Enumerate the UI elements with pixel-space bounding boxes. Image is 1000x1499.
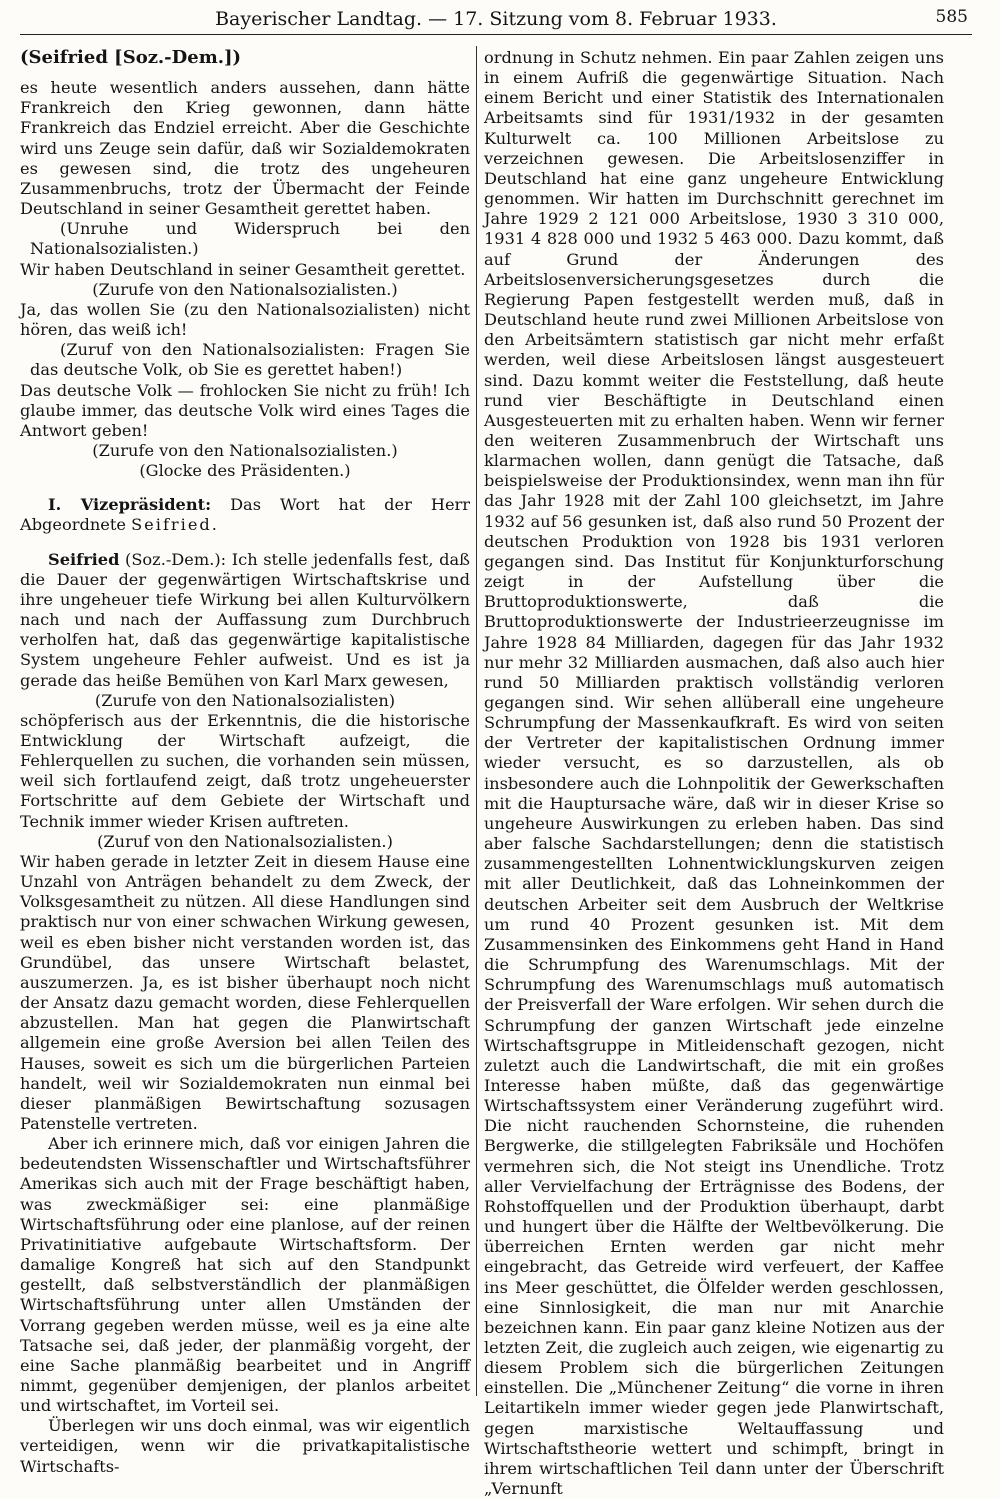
paragraph: Überlegen wir uns doch einmal, was wir eigentlich verteidigen, wenn wir die privatkapitalistische Wirtschafts- (20, 1416, 470, 1476)
paragraph: schöpferisch aus der Erkenntnis, die die historische Entwicklung der Wirtschaft aufzeigt, die Fehlerquellen zu suchen, die vorhanden sein müssen, weil sich fortlaufend zeigt, daß trotz ungeheuerster Fortschritte auf dem Gebiete der Wirtschaft und Technik immer wieder Krisen auftreten. (20, 710, 470, 831)
interjection: (Zuruf von den Nationalsozialisten: Fragen Sie das deutsche Volk, ob Sie es gerettet haben!) (30, 340, 470, 380)
paragraph: Das deutsche Volk — frohlocken Sie nicht zu früh! Ich glaube immer, das deutsche Volk wird eines Tages die Antwort geben! (20, 380, 470, 440)
continued-speaker-label: (Seifried [Soz.-Dem.]) (20, 47, 242, 68)
right-column (484, 48, 944, 1499)
paragraph: es heute wesentlich anders aussehen, dann hätte Frankreich den Krieg gewonnen, dann hätte Frankreich das Endziel erreicht. Aber die Geschichte wird uns Zeuge sein dafür, daß wir Sozialdemokraten es gewesen sind, die trotz des ungeheuren Zusammenbruchs, trotz der Übermacht der Feinde Deutschland in seiner Gesamtheit gerettet haben. (20, 78, 470, 219)
speaker-turn-seifried (20, 550, 470, 691)
interjection: (Zurufe von den Nationalsozialisten.) (92, 279, 398, 299)
speech-text: Ich stelle jedenfalls fest, daß die Dauer der gegenwärtigen Wirtschaftskrise und ihre ungeheuer tiefe Wirkung bei allen Kulturvölkern nach und nach der Auffassung zum Durchbruch verholfen hat, daß das gegenwärtige kapitalistische System ungeheure Fehler aufweist. Und es ist ja gerade das heiße Bemühen von Karl Marx gewesen, (20, 549, 470, 690)
speaker-turn-vice-president (20, 495, 470, 535)
paragraph: Aber ich erinnere mich, daß vor einigen Jahren die bedeutendsten Wissenschaftler und Wirtschaftsführer Amerikas sich auch mit der Frage beschäftigt haben, was zweckmäßiger sei: eine planmäßige Wirtschaftsführung oder eine planlose, auf der reinen Privatinitiative aufgebaute Wirtschaftsform. Der damalige Kongreß hat sich auf den Standpunkt gestellt, daß selbstverständlich der planmäßigen Wirtschaftsführung unter allen Umständen der Vorrang gegeben werden müsse, weil es ja eine alte Tatsache sei, daß jeder, der planmäßig vorgeht, der eine Sache planmäßig bearbeitet und in Angriff nimmt, gegenüber demjenigen, der planlos arbeitet und wirtschaftet, im Vorteil sei. (20, 1134, 470, 1416)
paragraph: Ja, das wollen Sie (zu den Nationalsozialisten) nicht hören, das weiß ich! (20, 299, 470, 340)
page-header (20, 4, 972, 35)
speaker-party: (Soz.-Dem.): (125, 549, 227, 569)
paragraph: ordnung in Schutz nehmen. Ein paar Zahlen zeigen uns in einem Aufriß die gegenwärtige Situation. Nach einem Bericht und einer Statistik des Internationalen Arbeitsamts sind für 1931/1932 in der gesamten Kulturwelt ca. 100 Millionen Arbeitslose zu verzeichnen gewesen. Die Arbeitslosenziffer in Deutschland hat eine ganz ungeheure Entwicklung genommen. Wir hatten im Durchschnitt gerechnet im Jahre 1929 2 121 000 Arbeitslose, 1930 3 310 000, 1931 4 828 000 und 1932 5 463 000. Dazu kommt, daß auf Grund der Änderungen des Arbeitslosenversicherungsgesetzes durch die Regierung Papen festgestellt werden muß, daß in Deutschland heute rund zwei Millionen Arbeitslose von den Arbeitsämtern statistisch gar nicht mehr erfaßt werden, weil diese Arbeitslosen längst ausgesteuert sind. Dazu kommt weiter die Feststellung, daß heute rund vier Beschäftigte in Deutschland einen Ausgesteuerten mit zu erhalten haben. Wenn wir ferner den weiteren Zusammenbruch der Wirtschaft uns klarmachen wollen, dann genügt die Tatsache, daß beispielsweise der Produktionsindex, wenn man ihn für das Jahr 1928 mit der Zahl 100 gleichsetzt, im Jahre 1932 auf 56 gesunken ist, daß also rund 50 Prozent der deutschen Produktion von 1928 bis 1931 verloren gegangen sind. Das Institut für Konjunkturforschung zeigt in der Aufstellung über die Bruttoproduktionswerte, daß die Bruttoproduktionswerte der Industrieerzeugnisse im Jahre 1928 84 Milliarden, dagegen für das Jahr 1932 nur mehr 32 Milliarden ausmachen, daß also auch hier rund 50 Milliarden praktisch vollständig verloren gegangen sind. Wir sehen allüberall eine ungeheure Schrumpfung der Massenkaufkraft. Es wird von seiten der Vertreter der kapitalistischen Ordnung immer wieder versucht, es so darzustellen, als ob insbesondere auch die Lohnpolitik der Gewerkschaften mit die Hauptursache wäre, daß wir in dieser Krise so ungeheure Auswirkungen zu erleben haben. Das sind aber falsche Sachdarstellungen; denn die statistisch zusammengestellten Lohnentwicklungskurven zeigen mit aller Deutlichkeit, daß das Lohneinkommen der deutschen Arbeiter seit dem Ausbruch der Weltkrise um rund 40 Prozent gesunken ist. Mit dem Zusammensinken des Einkommens geht Hand in Hand die Schrumpfung des Warenumschlags. Mit der Schrumpfung des Warenumschlags muß automatisch der Preisverfall der Ware erfolgen. Wir sehen durch die Schrumpfung der ganzen Wirtschaft jede einzelne Wirtschaftsgruppe in Mitleidenschaft gezogen, nicht zuletzt auch die Landwirtschaft, die mit ein großes Interesse haben müßte, daß das gegenwärtige Wirtschaftssystem einer Veränderung zugeführt wird. Die nicht rauchenden Schornsteine, die ruhenden Bergwerke, die stillgelegten Fabriksäle und Hochöfen vermehren sich, die Not steigt ins Unendliche. Trotz aller Vervielfachung der Erträgnisse des Bodens, der Rohstoffquellen und der Produktion überhaupt, darbt und hungert über die Hälfte der Weltbevölkerung. Die überreichen Ernten werden gar nicht mehr eingebracht, das Getreide wird verfeuert, der Kaffee ins Meer geschüttet, die Ölfelder werden geschlossen, eine Sinnlosigkeit, die man nur mit Anarchie bezeichnen kann. Ein paar ganz kleine Notizen aus der letzten Zeit, die zugleich auch zeigen, wie eigenartig zu diesem Problem sich die bürgerlichen Zeitungen einstellen. Die „Münchener Zeitung“ die vorne in ihren Leitartikeln immer wieder gegen jede Planwirtschaft, gegen marxistische Weltauffassung und Wirtschaftstheorie wettert und schimpft, bringt in ihrem wirtschaftlichen Teil dann unter der Überschrift „Vernunft (484, 48, 944, 1499)
speaker-name: I. Vizepräsident: (48, 495, 212, 515)
interjection: (Unruhe und Widerspruch bei den Nationalsozialisten.) (30, 219, 470, 259)
interjection: (Zurufe von den Nationalsozialisten.) (92, 440, 398, 460)
interjection: (Glocke des Präsidenten.) (139, 461, 351, 481)
page-number: 585 (935, 7, 968, 27)
paragraph: Wir haben gerade in letzter Zeit in diesem Hause eine Unzahl von Anträgen behandelt zu dem Zweck, der Volksgesamtheit zu nützen. All diese Handlungen sind praktisch nur von einer schwachen Wirkung gewesen, weil es eben bisher nicht verstanden worden ist, das Grundübel, das unsere Wirtschaft belastet, auszumerzen. Ja, es ist bisher überhaupt noch nicht der Ansatz dazu gemacht worden, diese Fehlerquellen abzustellen. Man hat gegen die Planwirtschaft allgemein eine große Aversion bei allen Teilen des Hauses, soweit es sich um die bürgerlichen Parteien handelt, weil wir Sozialdemokraten nun einmal bei dieser planmäßigen Bewirtschaftung sozusagen Patenstelle vertreten. (20, 851, 470, 1133)
column-divider (476, 46, 477, 1396)
speaker-name: Seifried (48, 549, 120, 569)
referenced-name: Seifried. (131, 515, 219, 535)
paragraph: Wir haben Deutschland in seiner Gesamtheit gerettet. (20, 259, 466, 279)
speech-text: Das Wort hat der Herr Abgeordnete (20, 495, 470, 535)
left-column (20, 47, 470, 1476)
running-title: Bayerischer Landtag. — 17. Sitzung vom 8. Februar 1933. (215, 8, 777, 30)
interjection: (Zuruf von den Nationalsozialisten.) (97, 831, 393, 851)
interjection: (Zurufe von den Nationalsozialisten) (94, 690, 396, 710)
